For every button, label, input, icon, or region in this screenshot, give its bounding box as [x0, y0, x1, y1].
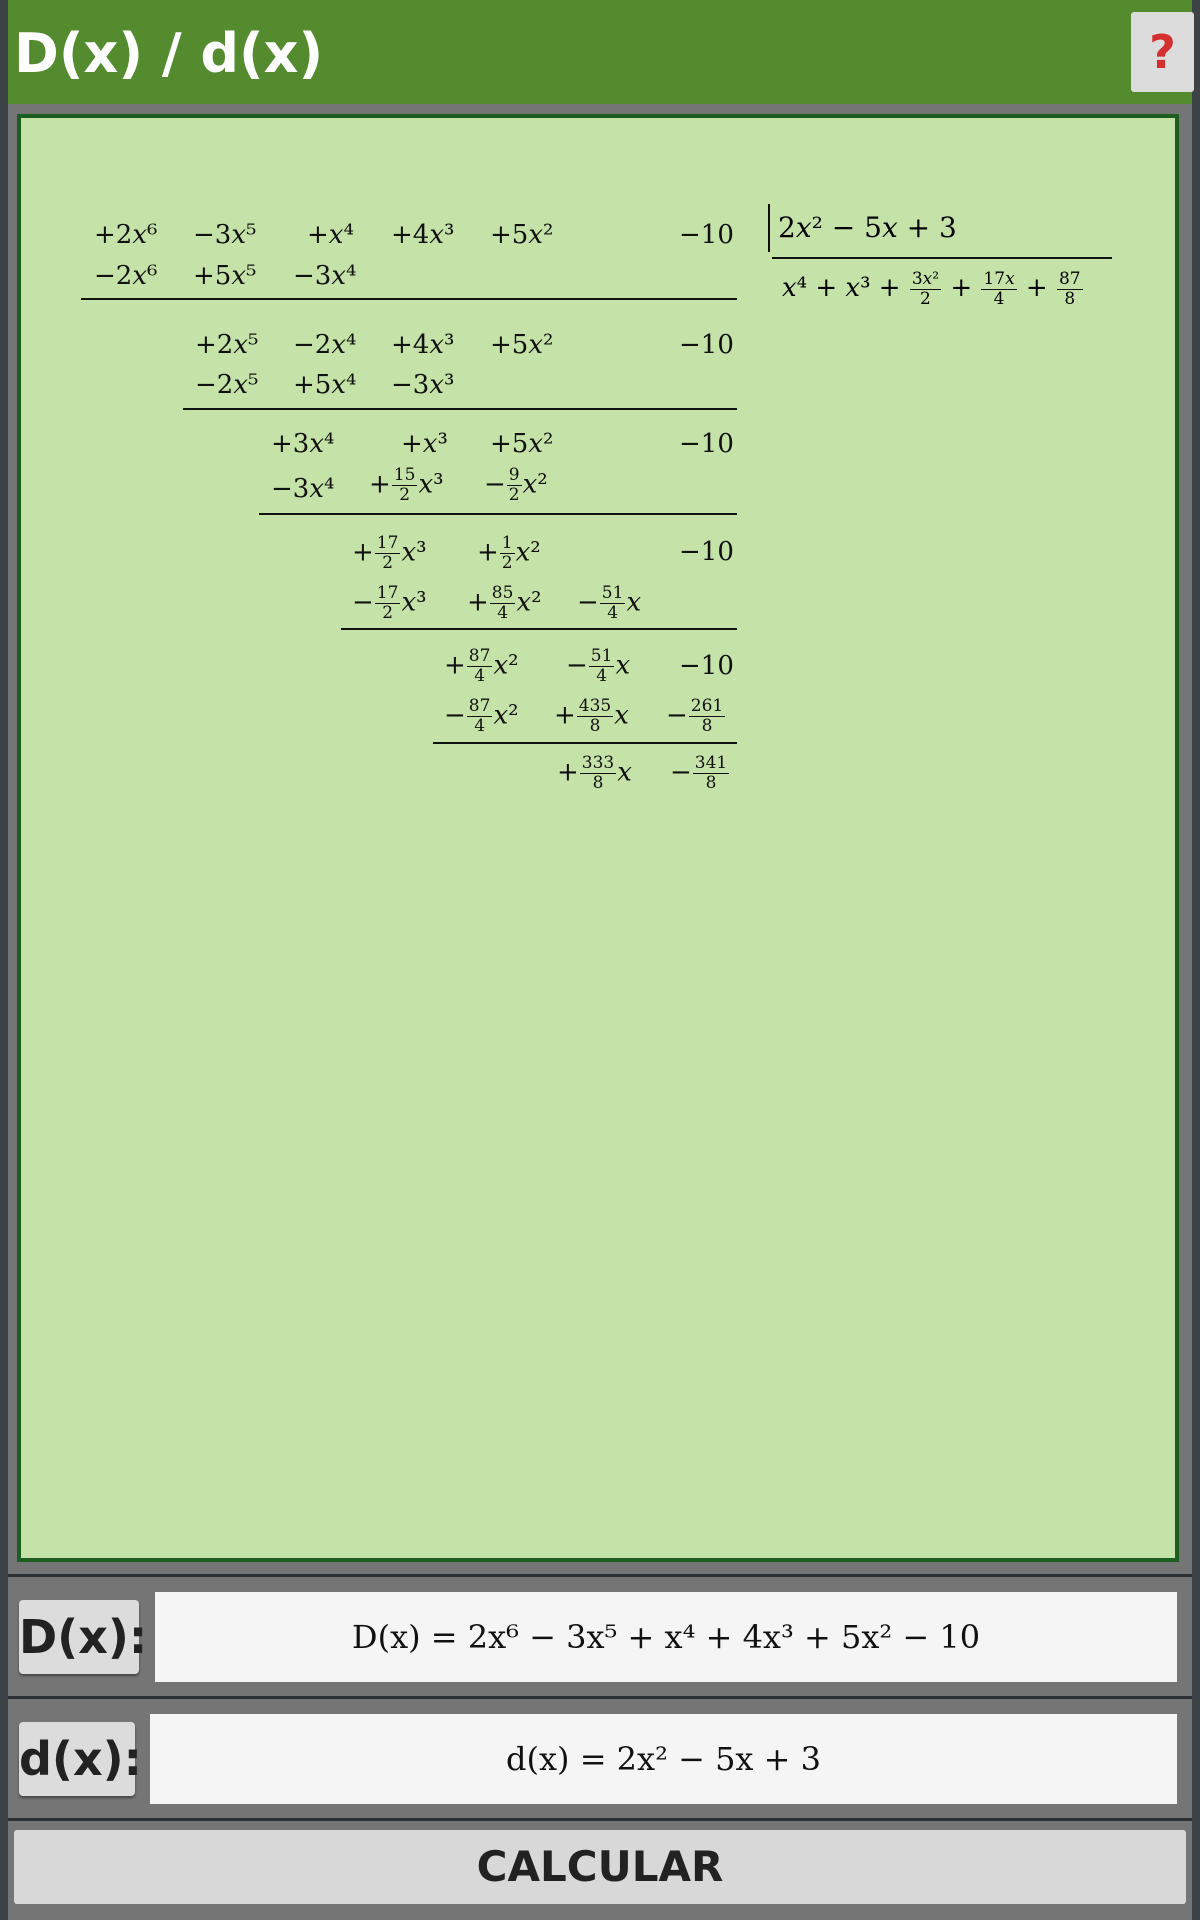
quotient-line	[772, 257, 1112, 259]
dividend-input[interactable]: D(x) = 2x⁶ − 3x⁵ + x⁴ + 4x³ + 5x² − 10	[155, 1592, 1177, 1682]
term: −2x⁵	[195, 370, 259, 400]
quotient: x⁴ + x³ + $\frac{\text{3x²}}{2}$ + $\frac{17x}{4}$ + $\frac{87}{8}$	[782, 268, 1081, 309]
term: +4x³	[391, 220, 455, 250]
term: − $\frac{87}{4}$ x²	[444, 696, 519, 736]
term: + $\frac{435}{8}$ x	[554, 696, 629, 736]
separator	[8, 1818, 1192, 1821]
calculate-button[interactable]: CALCULAR	[14, 1830, 1186, 1904]
term: +5x²	[490, 429, 554, 459]
term: − $\frac{9}{2}$ x²	[484, 465, 548, 505]
term: −2x⁴	[293, 330, 357, 360]
term: − $\frac{51}{4}$ x	[577, 583, 642, 623]
subtraction-line	[183, 408, 737, 410]
term: +5x⁴	[293, 370, 357, 400]
term: + $\frac{15}{2}$ x³	[369, 465, 444, 505]
divisor-input[interactable]: d(x) = 2x² − 5x + 3	[150, 1714, 1177, 1804]
term: −3x⁴	[271, 474, 335, 504]
term: +3x⁴	[271, 429, 335, 459]
dividend-label-button[interactable]: D(x):	[19, 1600, 139, 1674]
subtraction-line	[259, 513, 737, 515]
term: + $\frac{17}{2}$ x³	[352, 533, 427, 573]
term: −10	[679, 537, 734, 567]
term: −3x⁴	[293, 261, 357, 291]
term: + $\frac{1}{2}$ x²	[477, 533, 541, 573]
term: +5x²	[490, 220, 554, 250]
subtraction-line	[341, 628, 737, 630]
separator	[8, 1574, 1192, 1577]
term: − $\frac{17}{2}$ x³	[352, 583, 427, 623]
term: + $\frac{85}{4}$ x²	[467, 583, 542, 623]
app-title: D(x) / d(x)	[14, 22, 324, 85]
remainder-term: − $\frac{341}{8}$	[670, 753, 728, 793]
term: −3x⁵	[193, 220, 257, 250]
term: +4x³	[391, 330, 455, 360]
term: + $\frac{87}{4}$ x²	[444, 646, 519, 686]
term: −10	[679, 651, 734, 681]
term: −10	[679, 330, 734, 360]
remainder-term: + $\frac{333}{8}$ x	[557, 753, 632, 793]
term: − $\frac{51}{4}$ x	[566, 646, 631, 686]
term: − $\frac{261}{8}$	[666, 696, 724, 736]
term: +2x⁶	[94, 220, 158, 250]
help-button[interactable]: ?	[1131, 12, 1194, 92]
term: +5x⁵	[193, 261, 257, 291]
term: −10	[679, 220, 734, 250]
division-canvas	[17, 114, 1179, 1562]
divisor-label-button[interactable]: d(x):	[19, 1722, 135, 1796]
subtraction-line	[433, 742, 737, 744]
divisor: 2x² − 5x + 3	[768, 204, 957, 252]
term: +2x⁵	[195, 330, 259, 360]
term: +x³	[401, 429, 448, 459]
long-division	[0, 4, 1200, 1004]
term: −10	[679, 429, 734, 459]
term: −3x³	[391, 370, 455, 400]
term: +5x²	[490, 330, 554, 360]
subtraction-line	[81, 298, 737, 300]
separator	[8, 1696, 1192, 1699]
term: −2x⁶	[94, 261, 158, 291]
term: +x⁴	[307, 220, 354, 250]
